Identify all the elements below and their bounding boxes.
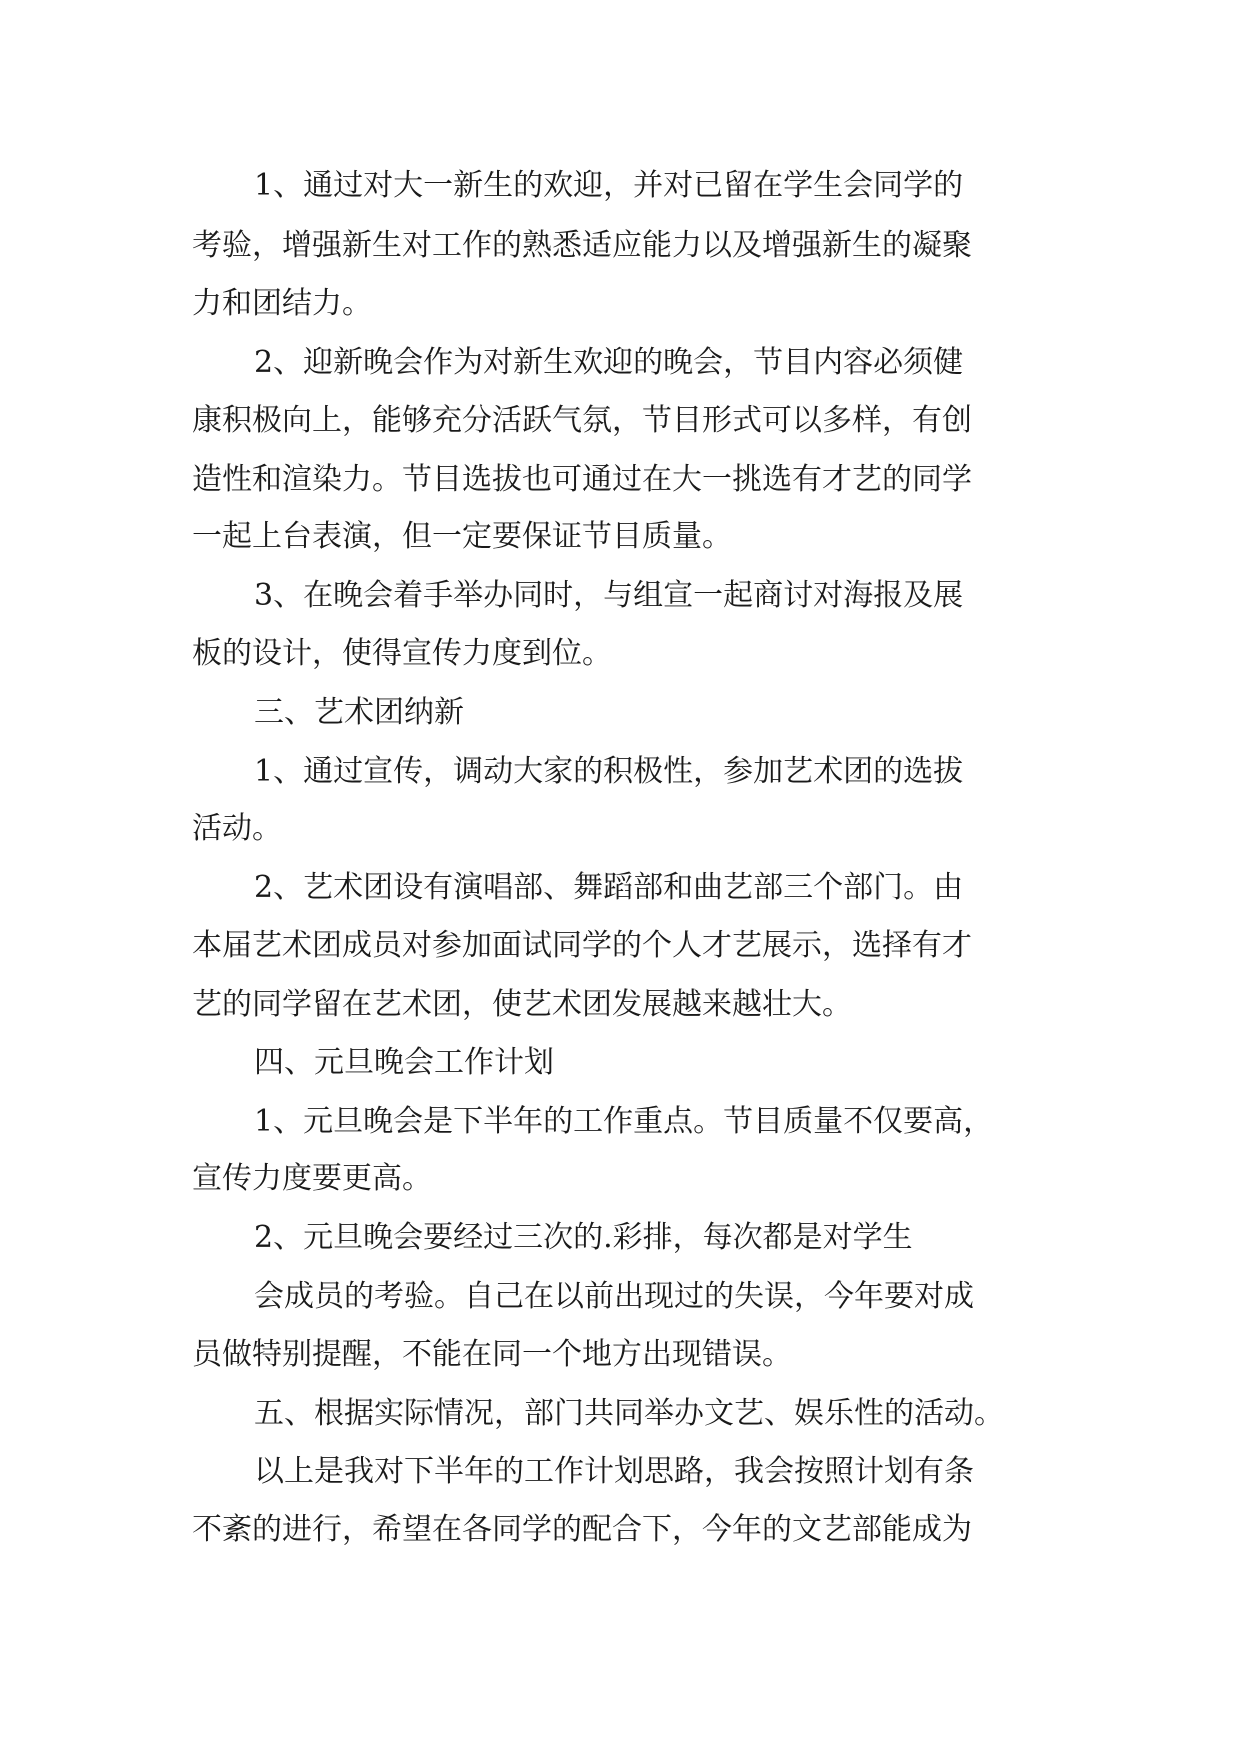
- paragraph-line: 员做特别提醒，不能在同一个地方出现错误。: [192, 1337, 792, 1372]
- paragraph-line: 考验，增强新生对工作的熟悉适应能力以及增强新生的凝聚: [192, 228, 972, 263]
- paragraph-line: 2、艺术团设有演唱部、舞蹈部和曲艺部三个部门。由: [254, 870, 964, 905]
- section-heading: 四、元旦晚会工作计划: [254, 1045, 554, 1080]
- paragraph-line: 一起上台表演，但一定要保证节目质量。: [192, 519, 732, 554]
- paragraph-line: 造性和渲染力。节目选拔也可通过在大一挑选有才艺的同学: [192, 462, 972, 497]
- paragraph-line: 康积极向上，能够充分活跃气氛，节目形式可以多样，有创: [192, 403, 972, 438]
- paragraph-line: 艺的同学留在艺术团，使艺术团发展越来越壮大。: [192, 987, 852, 1022]
- section-heading: 三、艺术团纳新: [254, 695, 464, 730]
- paragraph-line: 力和团结力。: [192, 286, 372, 321]
- paragraph-line: 1、通过对大一新生的欢迎，并对已留在学生会同学的: [254, 168, 964, 203]
- paragraph-line: 以上是我对下半年的工作计划思路，我会按照计划有条: [254, 1454, 974, 1489]
- paragraph-line: 1、元旦晚会是下半年的工作重点。节目质量不仅要高，: [254, 1104, 994, 1139]
- paragraph-line: 2、元旦晚会要经过三次的.彩排，每次都是对学生: [254, 1220, 913, 1255]
- paragraph-line: 活动。: [192, 811, 282, 846]
- paragraph-line: 会成员的考验。自己在以前出现过的失误，今年要对成: [254, 1279, 974, 1314]
- paragraph-line: 不紊的进行，希望在各同学的配合下，今年的文艺部能成为: [192, 1512, 972, 1547]
- paragraph-line: 3、在晚会着手举办同时，与组宣一起商讨对海报及展: [254, 578, 964, 613]
- paragraph-line: 2、迎新晚会作为对新生欢迎的晚会，节目内容必须健: [254, 345, 964, 380]
- paragraph-line: 板的设计，使得宣传力度到位。: [192, 636, 612, 671]
- section-heading: 五、根据实际情况，部门共同举办文艺、娱乐性的活动。: [254, 1396, 1004, 1431]
- paragraph-line: 本届艺术团成员对参加面试同学的个人才艺展示，选择有才: [192, 928, 972, 963]
- paragraph-line: 宣传力度要更高。: [192, 1161, 432, 1196]
- paragraph-line: 1、通过宣传，调动大家的积极性，参加艺术团的选拔: [254, 754, 964, 789]
